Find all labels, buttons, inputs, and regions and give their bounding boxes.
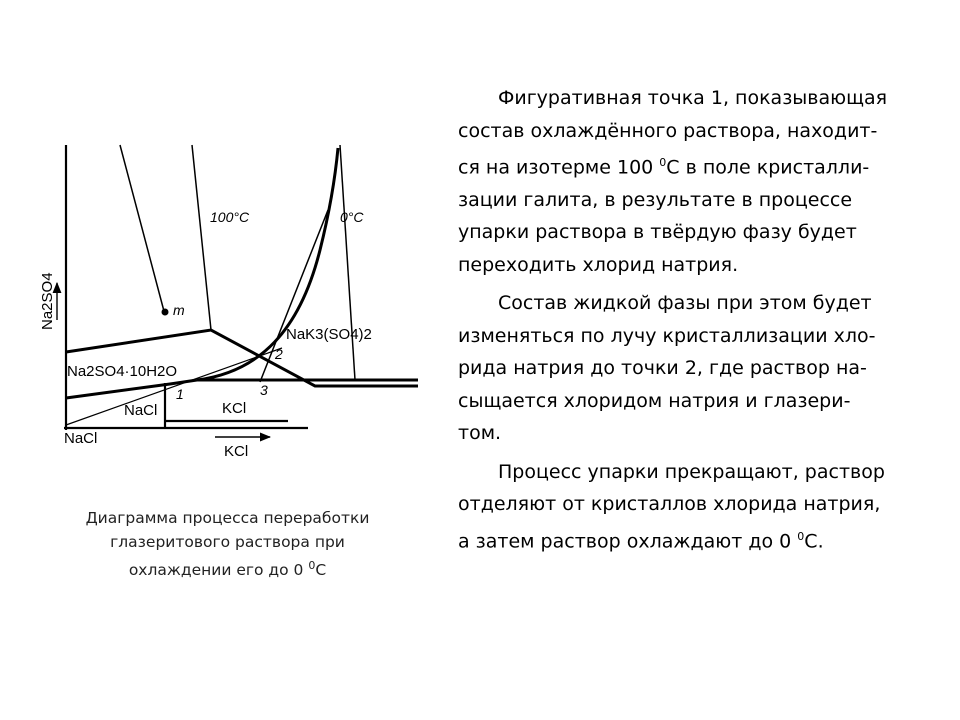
isotherm-100-line-mid (192, 145, 211, 330)
p1-line-5: упарки раствора в твёрдую фазу будет (458, 221, 857, 244)
label-point-3: 3 (260, 382, 268, 398)
point-m (162, 309, 169, 316)
p3-line-3-rest: С. (804, 530, 824, 553)
p3-line-1: Процесс упарки прекращают, раствор (498, 460, 885, 483)
label-m: m (173, 302, 185, 318)
p1-line-4: зации галита, в результате в процессе (458, 188, 853, 211)
p3-line-3: а затем раствор охлаждают до 0 (458, 530, 798, 553)
p1-line-6: переходить хлорид натрия. (458, 253, 739, 276)
isotherm-0-curve (197, 148, 338, 380)
p1-line-2: состав охлаждённого раствора, находит- (458, 119, 878, 142)
label-100c: 100°C (210, 209, 250, 225)
label-kcl-axis: KCl (224, 443, 249, 460)
label-0c: 0°C (340, 209, 364, 225)
p2-line-4: сыщается хлоридом натрия и глазери- (458, 389, 851, 412)
nacl-crystallization-ray (66, 348, 282, 425)
isotherm-100-line-left (120, 145, 165, 315)
p1-degree: 0 (659, 156, 667, 169)
label-nak3so42: NaK3(SO4)2 (286, 326, 372, 343)
explanation-text (458, 82, 938, 564)
diagram-caption (40, 506, 415, 582)
caption-line-3-unit: С (315, 561, 327, 580)
glaserite-boundary-line (260, 210, 328, 382)
paragraph-3 (458, 456, 938, 558)
p2-line-5: том. (458, 422, 502, 445)
p2-line-1: Состав жидкой фазы при этом будет (498, 292, 872, 315)
paragraph-1 (458, 82, 938, 281)
caption-line-3 (40, 554, 415, 582)
p3-degree: 0 (797, 529, 805, 543)
caption-line-1: Диаграмма процесса переработки (85, 509, 370, 527)
caption-degree: 0 (308, 559, 316, 572)
caption-line-3-text: охлаждении его до 0 (128, 561, 309, 580)
p1-line-1: Фигуративная точка 1, показывающая (498, 87, 888, 109)
paragraph-2 (458, 287, 938, 450)
label-na2so4-10h2o: Na2SO4·10H2O (67, 363, 178, 380)
p2-line-3: рида натрия до точки 2, где раствор на- (458, 357, 867, 380)
label-point-1: 1 (176, 386, 184, 402)
p1-line-3: ся на изотерме 100 (458, 156, 660, 179)
label-point-2: 2 (275, 346, 283, 362)
label-nacl-axis: NaCl (64, 430, 98, 447)
p3-line-2: отделяют от кристаллов хлорида натрия, (458, 493, 881, 516)
label-kcl-field: KCl (222, 400, 247, 417)
p1-line-3-rest: С в поле кристалли- (666, 156, 870, 179)
isotherm-0-line (340, 145, 355, 380)
p2-line-2: изменяться по лучу кристаллизации хло- (458, 324, 876, 347)
caption-line-2: глазеритового раствора при (110, 533, 345, 551)
label-na2so4-axis: Na2SO4 (39, 272, 56, 330)
label-nacl-field: NaCl (124, 402, 158, 419)
